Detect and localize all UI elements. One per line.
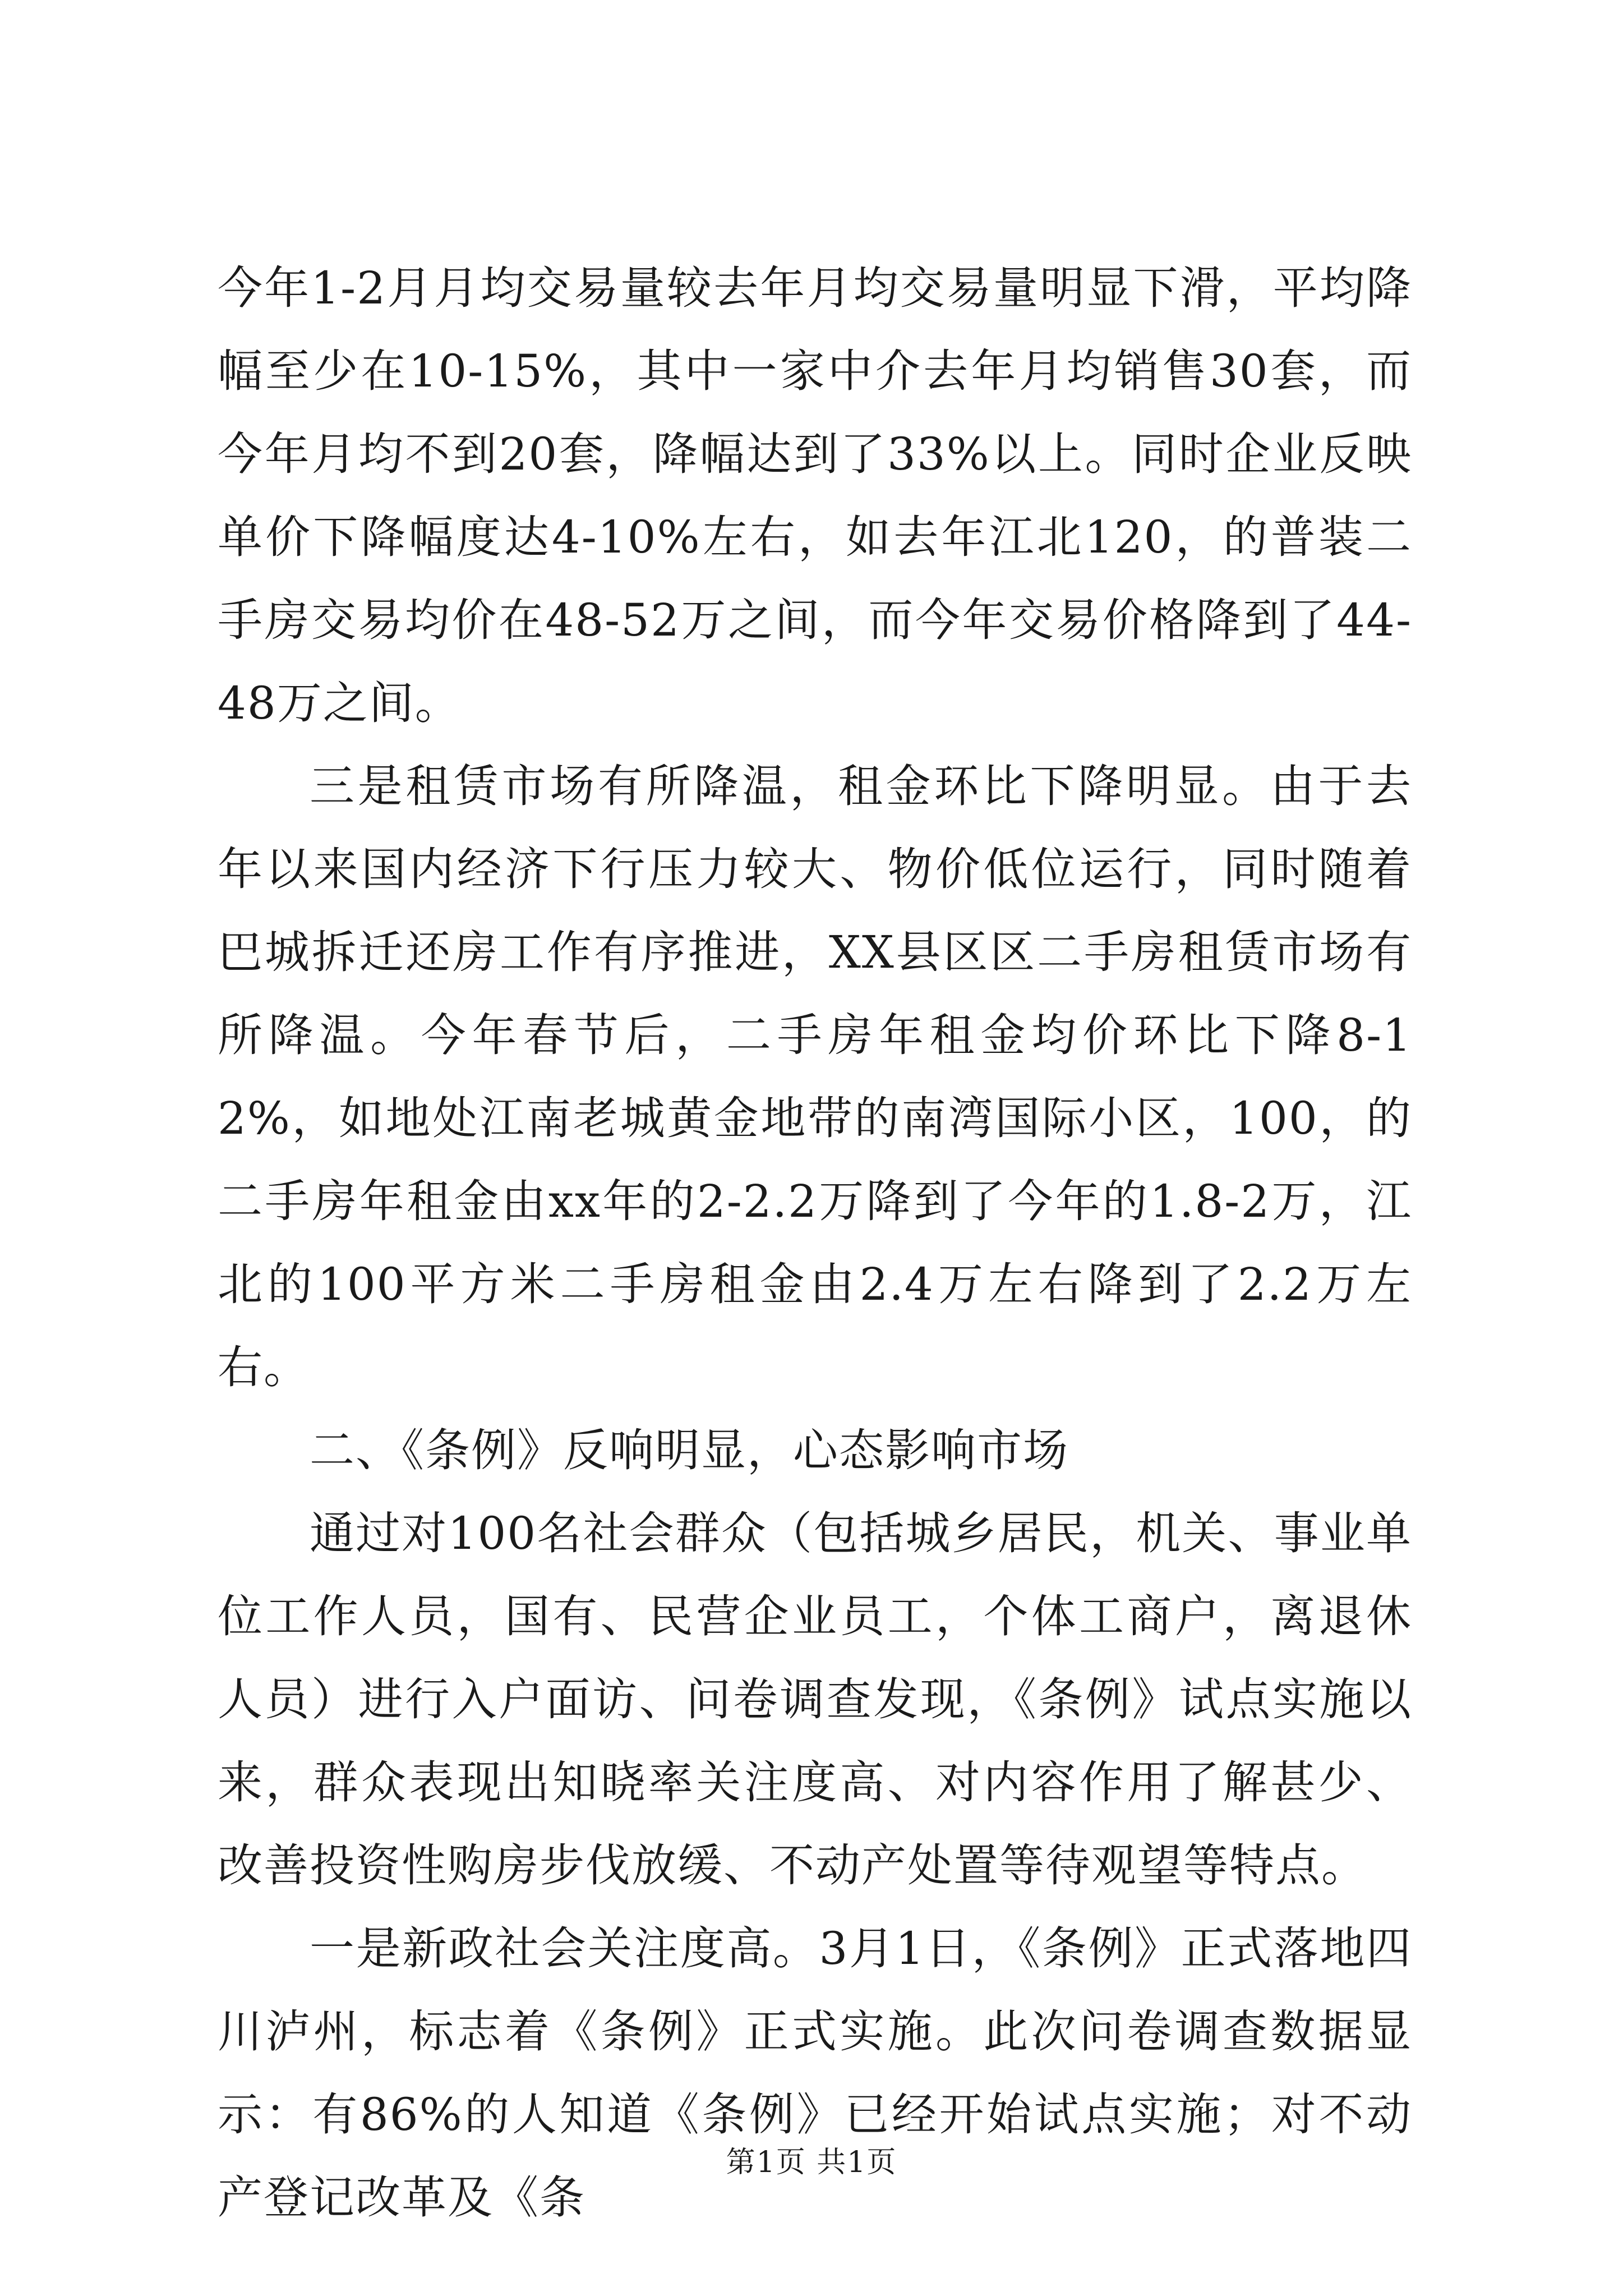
paragraph-rental-market: 三是租赁市场有所降温，租金环比下降明显。由于去年以来国内经济下行压力较大、物价低位运行，同时随着巴城拆迁还房工作有序推进，XX县区区二手房租赁市场有所降温。今年春节后，二手房年租金均价环比下降8-12%，如地处江南老城黄金地带的南湾国际小区，100，的二手房年租金由xx年的2-2.2万降到了今年的1.8-2万，江北的100平方米二手房租金由2.4万左右降到了2.2万左右。	[218, 760, 1412, 1393]
page-number-footer: 第1页 共1页	[726, 2146, 897, 2179]
paragraph-survey: 通过对100名社会群众（包括城乡居民，机关、事业单位工作人员，国有、民营企业员工，个体工商户，离退休人员）进行入户面访、问卷调查发现，《条例》试点实施以来，群众表现出知晓率关注度高、对内容作用了解甚少、改善投资性购房步伐放缓、不动产处置等待观望等特点。	[218, 1507, 1412, 1892]
paragraph-continued: 今年1-2月月均交易量较去年月均交易量明显下滑，平均降幅至少在10-15%，其中一家中介去年月均销售30套，而今年月均不到20套，降幅达到了33%以上。同时企业反映单价下降幅度达4-10%左右，如去年江北120，的普装二手房交易均价在48-52万之间，而今年交易价格降到了44-48万之间。	[218, 262, 1412, 729]
section-heading: 二、《条例》反响明显，心态影响市场	[310, 1424, 1069, 1476]
document-body	[218, 247, 1412, 2239]
paragraph-attention: 一是新政社会关注度高。3月1日，《条例》正式落地四川泸州，标志着《条例》正式实施。此次问卷调查数据显示：有86%的人知道《条例》已经开始试点实施；对不动产登记改革及《条	[218, 1922, 1412, 2224]
